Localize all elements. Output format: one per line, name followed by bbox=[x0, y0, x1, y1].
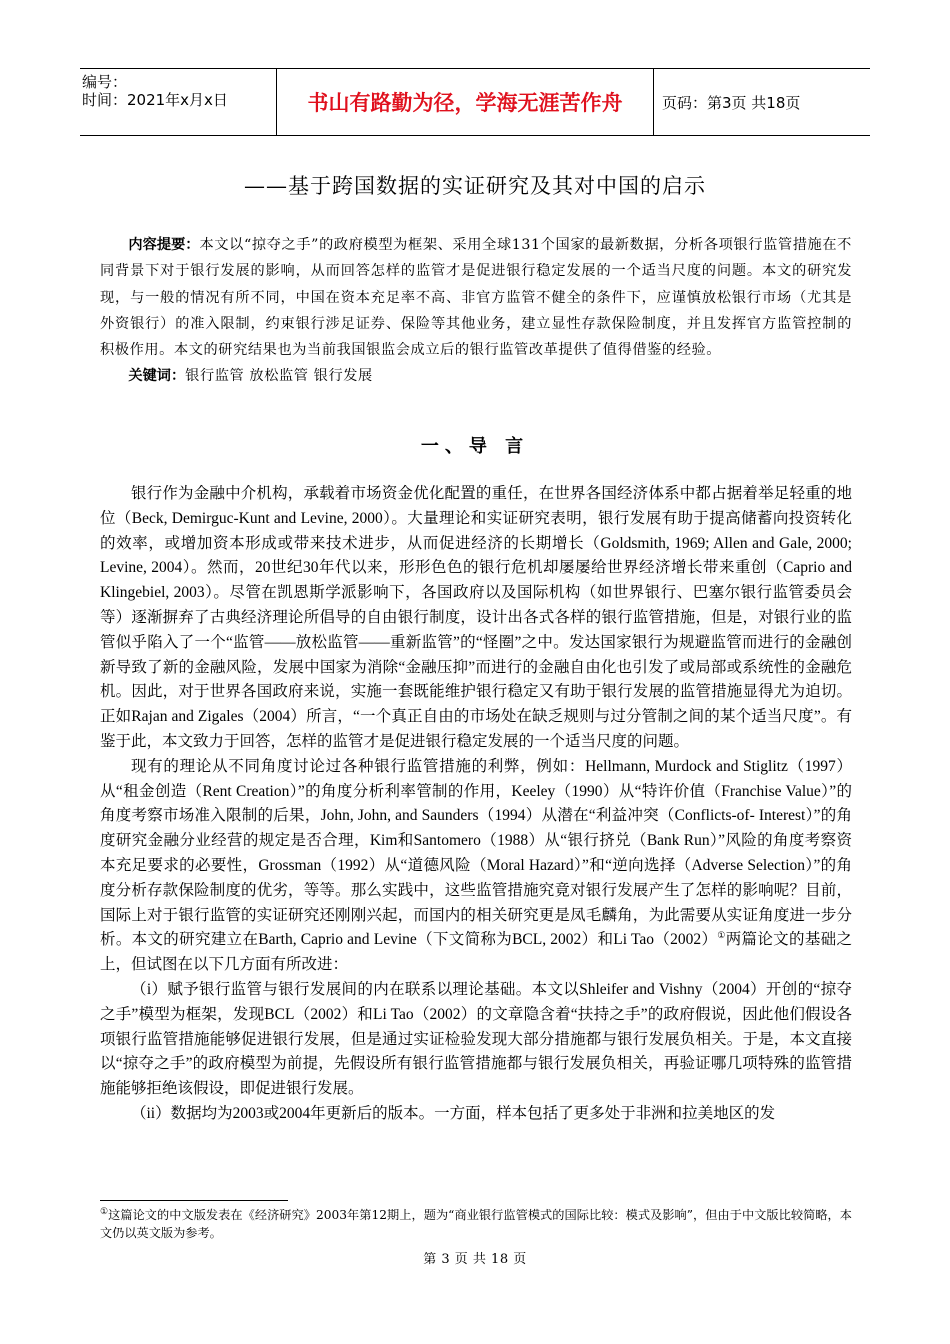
header-motto: 书山有路勤为径，学海无涯苦作舟 bbox=[276, 69, 654, 135]
keywords-paragraph bbox=[100, 363, 852, 389]
abstract-text: 本文以“掠夺之手”的政府模型为框架、采用全球131个国家的最新数据，分析各项银行监管措施在不同背景下对于银行发展的影响，从而回答怎样的监管才是促进银行稳定发展的一个适当尺度的问题。本文的研究发现，与一般的情况有所不同，中国在资本充足率不高、非官方监管不健全的条件下，应谨慎放松银行市场（尤其是外资银行）的准入限制，约束银行涉足证券、保险等其他业务，建立显性存款保险制度，并且发挥官方监管控制的积极作用。本文的研究结果也为当前我国银监会成立后的银行监管改革提供了值得借鉴的经验。 bbox=[100, 237, 852, 359]
body-text bbox=[100, 482, 852, 1127]
abstract-paragraph bbox=[100, 232, 852, 363]
header-page-info bbox=[662, 69, 870, 135]
footnote-divider bbox=[100, 1200, 288, 1201]
keywords-label: 关键词： bbox=[128, 368, 186, 385]
footnote-number: ① bbox=[100, 1206, 109, 1217]
paragraph-2-text: 现有的理论从不同角度讨论过各种银行监管措施的利弊，例如：Hellmann, Murdock and Stiglitz（1997）从“租金创造（Rent Creation）”的角度分析利率管制的作用，Keeley（1990）从“特许价值（Franchise Value）”的角度考察市场准入限制的后果，John, John, and Saunders（1994）从潜在“利益冲突（Conflicts-of- Interest）”的角度研究金融分业经营的规定是否合理，Kim和Santomero（1988）从“银行挤兑（Bank Run）”风险的角度考察资本充足要求的必要性，Grossman（1992）从“道德风险（Moral Hazard）”和“逆向选择（Adverse Selection）”的角度分析存款保险制度的优劣，等等。那么实践中，这些监管措施究竟对银行发展产生了怎样的影响呢？目前，国际上对于银行监管的实证研究还刚刚兴起，而国内的相关研究更是凤毛麟角，为此需要从实证角度进一步分析。本文的研究建立在Barth, Caprio and Levine（下文简称为BCL, 2002）和Li Tao（2002） bbox=[100, 757, 852, 949]
page-footer: 第 3 页 共 18 页 bbox=[423, 1252, 527, 1267]
keywords-text: 银行监管 放松监管 银行发展 bbox=[185, 368, 373, 385]
abstract-label: 内容提要： bbox=[128, 237, 200, 253]
abstract-block bbox=[100, 232, 852, 390]
document-number: 编号： bbox=[82, 73, 128, 91]
footnote bbox=[100, 1206, 852, 1242]
page-header bbox=[80, 68, 870, 136]
document-date: 时间：2021年x月x日 bbox=[82, 91, 228, 109]
body-paragraph-1: 银行作为金融中介机构，承载着市场资金优化配置的重任，在世界各国经济体系中都占据着举足轻重的地位（Beck, Demirguc-Kunt and Levine, 2000）。大量理论和实证研究表明，银行发展有助于提高储蓄向投资转化的效率，或增加资本形成或带来技术进步，从而促进经济的长期增长（Goldsmith, 1969; Allen and Gale, 2000; Levine, 2004）。然而，20世纪30年代以来，形形色色的银行危机却屡屡给世界经济增长带来重创（Caprio and Klingebiel, 2003）。尽管在凯恩斯学派影响下，各国政府以及国际机构（如世界银行、巴塞尔银行监管委员会等）逐渐摒弃了古典经济理论所倡导的自由银行制度，设计出各式各样的银行监管措施，但是，对银行业的监管似乎陷入了一个“监管——放松监管——重新监管”的“怪圈”之中。发达国家银行为规避监管而进行的金融创新导致了新的金融风险，发展中国家为消除“金融压抑”而进行的金融自由化也引发了或局部或系统性的金融危机。因此，对于世界各国政府来说，实施一套既能维护银行稳定又有助于银行发展的监管措施显得尤为迫切。正如Rajan and Zigales（2004）所言，“一个真正自由的市场处在缺乏规则与过分管制之间的某个适当尺度”。有鉴于此，本文致力于回答，怎样的监管才是促进银行稳定发展的一个适当尺度的问题。 bbox=[100, 485, 852, 750]
body-paragraph-2 bbox=[100, 755, 852, 978]
body-paragraph-3: （i）赋予银行监管与银行发展间的内在联系以理论基础。本文以Shleifer and Vishny（2004）开创的“掠夺之手”模型为框架，发现BCL（2002）和Li Tao（2002）的文章隐含着“扶持之手”的政府假说，因此他们假设各项银行监管措施能够促进银行发展，但是通过实证检验发现大部分措施都与银行发展负相关。于是，本文直接以“掠夺之手”的政府模型为前提，先假设所有银行监管措施都与银行发展负相关，再验证哪几项特殊的监管措施能够拒绝该假设，即促进银行发展。 bbox=[100, 980, 852, 1098]
section-title: 一、导 言 bbox=[420, 436, 530, 457]
paragraph-2-tail: 两篇论文的基础之上，但试图在以下几方面有所改进： bbox=[100, 931, 852, 974]
paper-subtitle: ——基于跨国数据的实证研究及其对中国的启示 bbox=[244, 174, 706, 198]
footnote-text: 这篇论文的中文版发表在《经济研究》2003年第12期上，题为“商业银行监管模式的国际比较：模式及影响”，但由于中文版比较简略，本文仍以英文版为参考。 bbox=[100, 1208, 852, 1240]
body-paragraph-4: （ii）数据均为2003或2004年更新后的版本。一方面，样本包括了更多处于非洲和拉美地区的发 bbox=[131, 1104, 776, 1122]
page-info-text: 页码：第3页 共18页 bbox=[662, 93, 801, 112]
header-meta bbox=[80, 69, 276, 135]
footnote-marker: ① bbox=[717, 930, 726, 941]
